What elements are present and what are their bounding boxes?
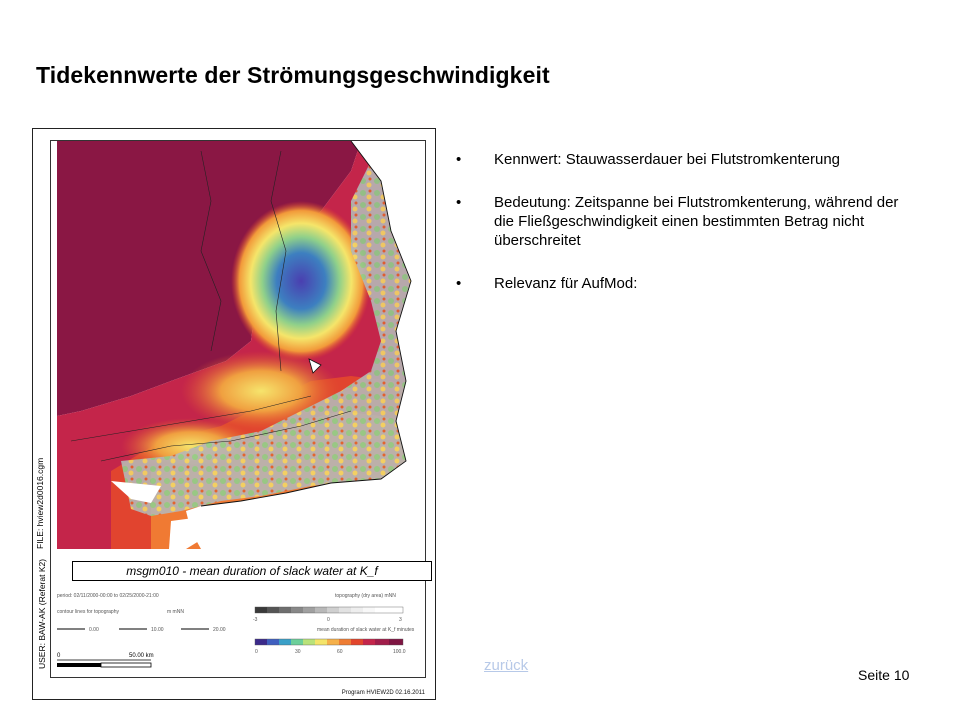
- topo-tick-max: 3: [399, 617, 402, 623]
- slack-water-map: [32, 128, 436, 700]
- contour-value-3: 20.00: [213, 627, 226, 633]
- legend-period: period: 02/11/2000-00:00 to 02/25/2000-21:00: [57, 593, 159, 599]
- map-user-label: USER: BAW-AK (Referat K2): [37, 558, 47, 669]
- bullet-item: • Kennwert: Stauwasserdauer bei Flutstromkenterung: [456, 150, 906, 169]
- legend-contour-label: contour lines for topography: [57, 609, 119, 615]
- scale-bar: [57, 660, 151, 667]
- slack-label: mean duration of slack water at K_f minutes: [317, 627, 415, 633]
- page-label: Seite: [858, 667, 890, 683]
- map-file-label: FILE: hview2d0016.cgm: [35, 457, 45, 549]
- slack-colorbar: [255, 639, 403, 645]
- map-plot-area: [50, 140, 426, 678]
- slack-tick-0: 0: [255, 649, 258, 655]
- slack-tick-60: 60: [337, 649, 343, 655]
- topo-tick-min: -3: [253, 617, 258, 623]
- topo-colorbar: [255, 607, 403, 613]
- scale-zero: 0: [57, 653, 61, 659]
- contour-value-2: 10.00: [151, 627, 164, 633]
- slide-title: Tidekennwerte der Strömungsgeschwindigkeit: [36, 62, 550, 88]
- contour-value-1: 0.00: [89, 627, 99, 633]
- map-legend: [55, 591, 423, 675]
- page-number-value: 10: [893, 667, 910, 683]
- map-caption: msgm010 - mean duration of slack water at K_f: [72, 561, 432, 581]
- back-link[interactable]: zurück: [484, 657, 529, 674]
- legend-graphics: [55, 591, 423, 675]
- slack-tick-max: 100.0: [393, 649, 406, 655]
- topo-label: topography (dry area) mNN: [335, 593, 396, 599]
- legend-contour-unit: m mNN: [167, 609, 184, 615]
- map-color-field: [51, 141, 425, 549]
- bullet-item: • Bedeutung: Zeitspanne bei Flutstromkenterung, während der die Fließgeschwindigkeit einen bestimmten Betrag nicht überschreitet: [456, 193, 906, 250]
- topo-tick-mid: 0: [327, 617, 330, 623]
- map-footer: Program HVIEW2D 02.16.2011: [341, 690, 425, 696]
- slack-tick-30: 30: [295, 649, 301, 655]
- scale-label: 50.00 km: [129, 653, 154, 659]
- bullet-list: [456, 150, 906, 317]
- bullet-item: • Relevanz für AufMod:: [456, 274, 906, 293]
- page-number: [858, 667, 909, 683]
